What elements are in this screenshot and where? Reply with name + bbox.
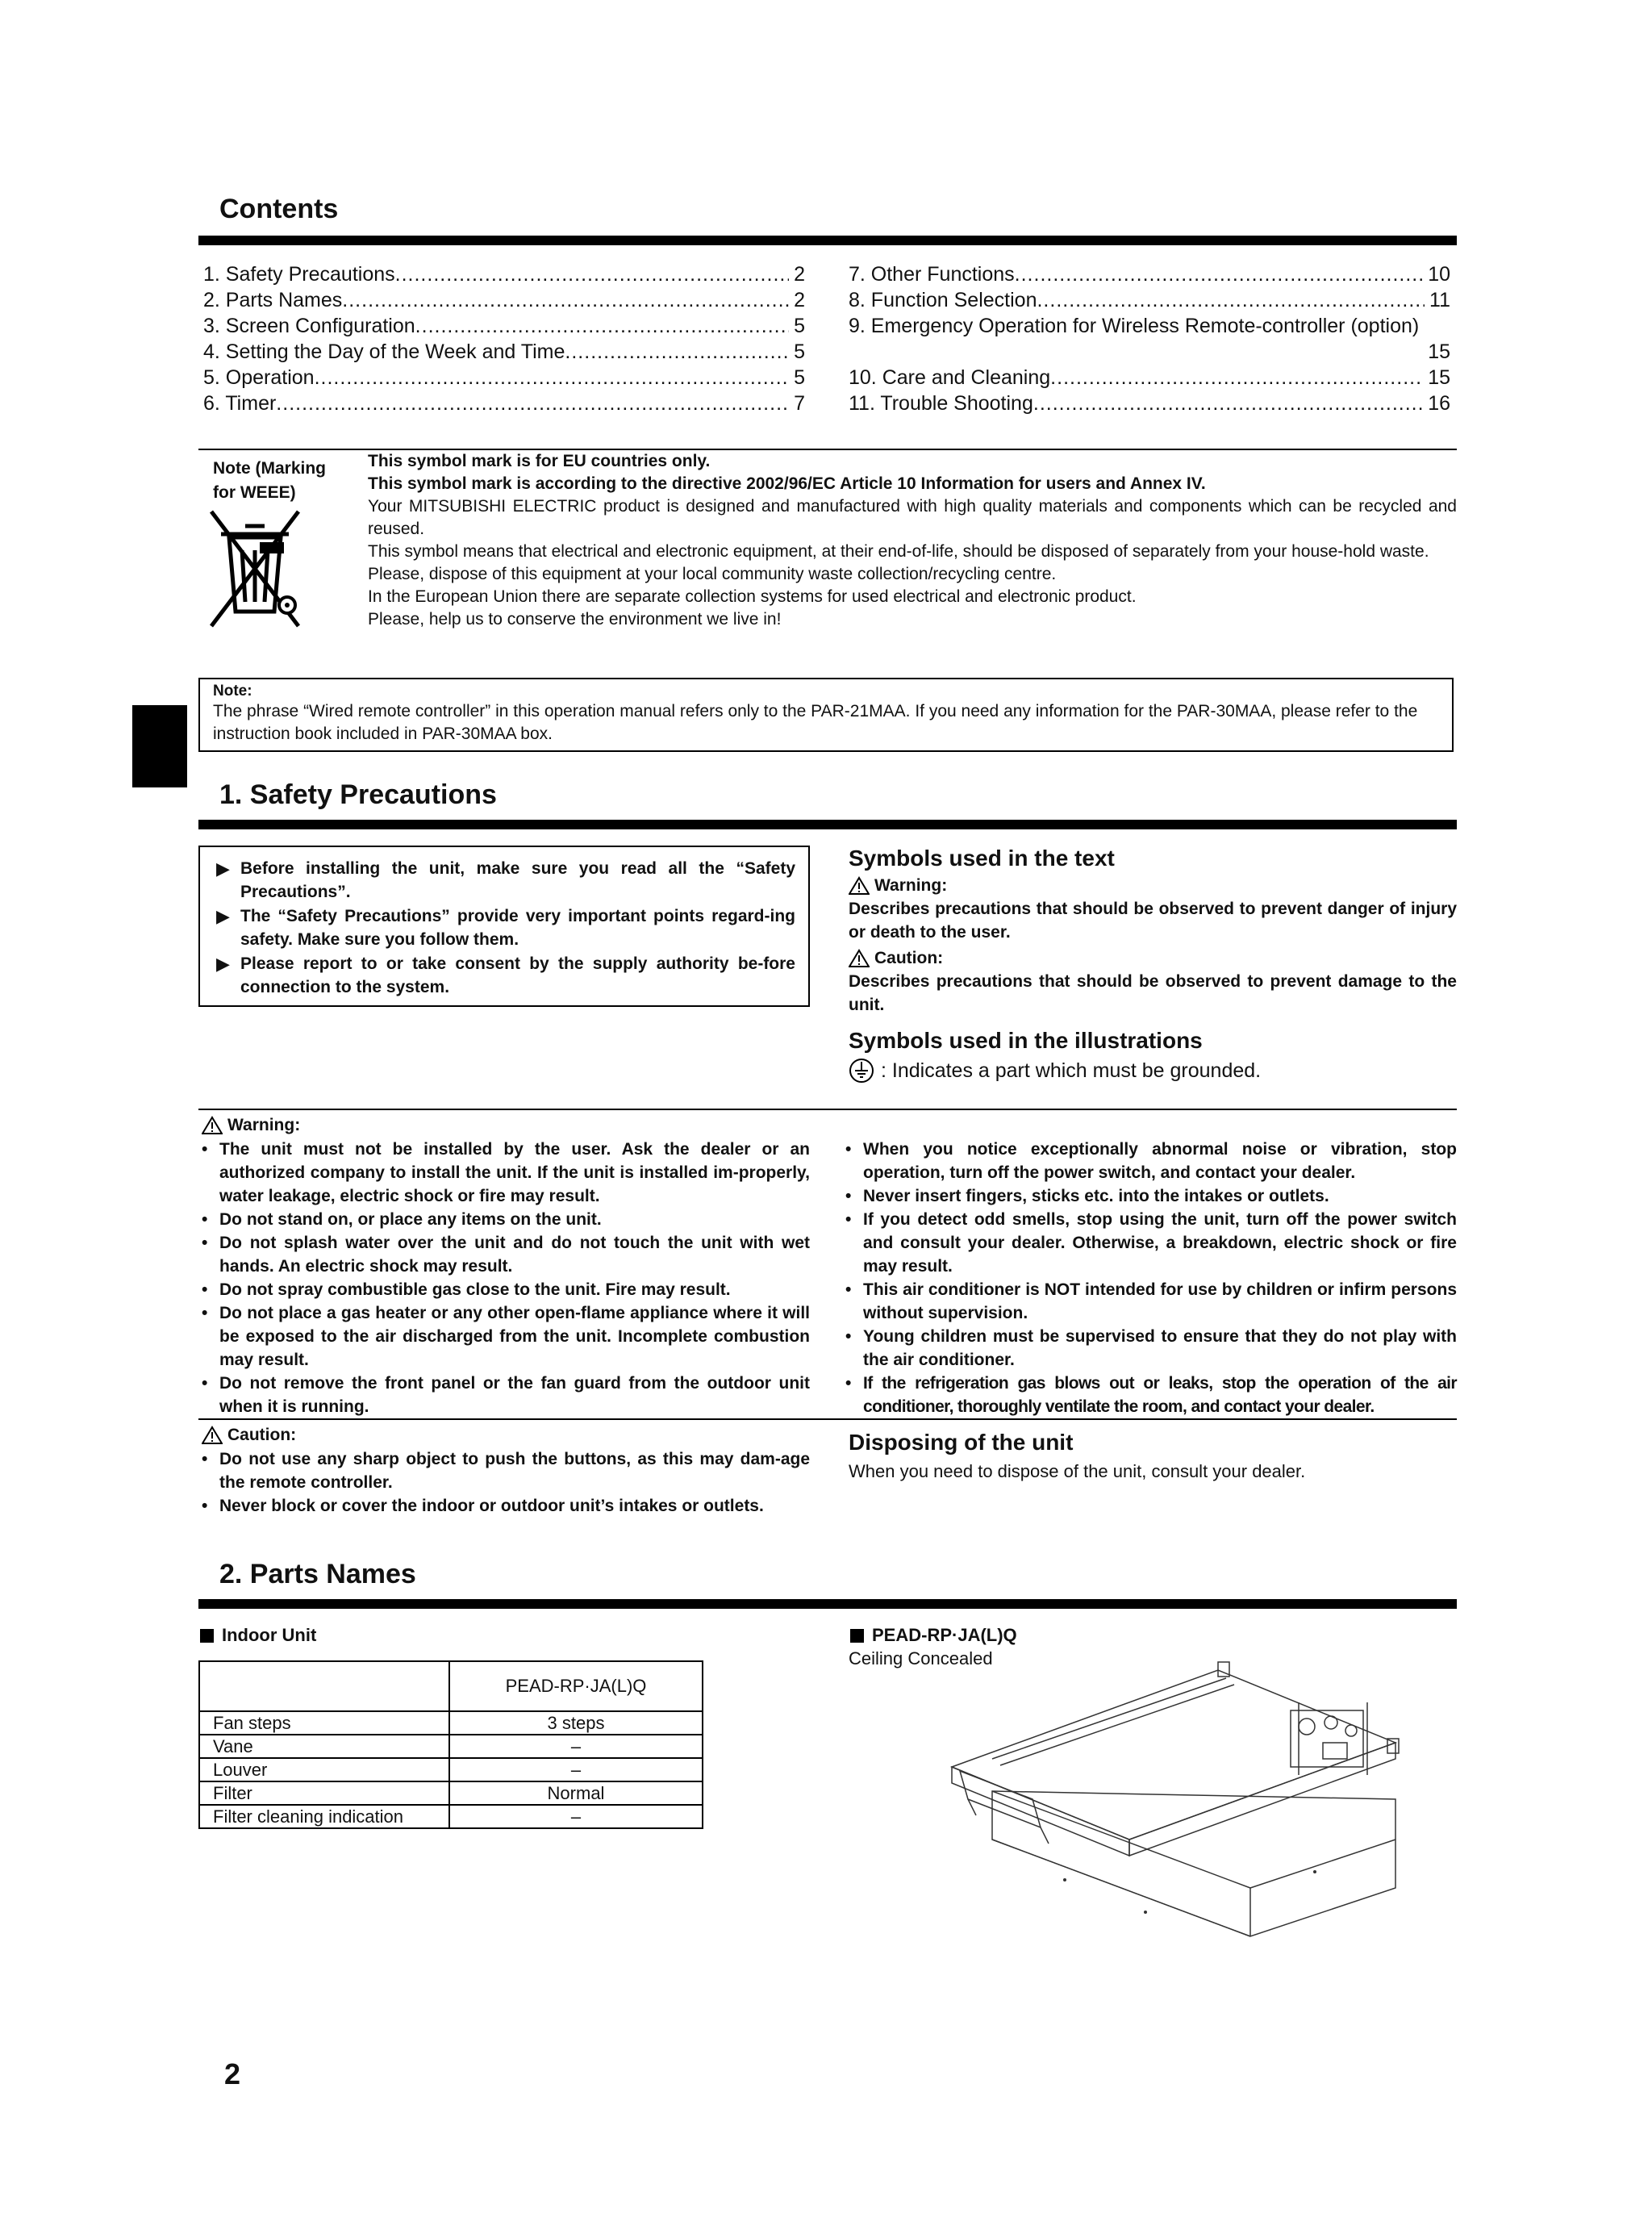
warning-item: • Do not splash water over the unit and do not touch the unit with wet hands. An electric shock may result. [202, 1234, 810, 1276]
precaution-item: ▶ The “Safety Precautions” provide very important points regard-ing safety. Make sure you follow them. [216, 904, 795, 951]
page-number: 2 [224, 2057, 241, 2090]
play-arrow-icon: ▶ [216, 954, 230, 974]
safety-title: 1. Safety Precautions [219, 779, 497, 810]
warnings-title: Warning: [202, 1114, 300, 1137]
caution-symbol-label: Caution: [849, 947, 1457, 970]
disposing-heading: Disposing of the unit [849, 1430, 1074, 1455]
toc-left [203, 261, 805, 416]
symbols-text-block [849, 842, 1457, 1084]
table-row: Fan steps 3 steps [199, 1711, 703, 1735]
toc-entry[interactable]: 5. Operation ..... 5 [203, 365, 805, 390]
toc-entry-continued[interactable]: 15 [1428, 340, 1450, 363]
play-arrow-icon: ▶ [216, 858, 230, 879]
crossed-bin-icon [206, 505, 303, 628]
warning-item: • Do not place a gas heater or any other open-flame appliance where it will be exposed to the air discharged from the unit. Incomplete combustion may result. [202, 1304, 810, 1369]
caution-triangle-icon [202, 1426, 223, 1445]
note-box [198, 678, 1454, 752]
model-label: PEAD-RP·JA(L)Q [850, 1625, 1017, 1646]
contents-title: Contents [219, 194, 339, 224]
toc-entry[interactable]: 10. Care and Cleaning ..... 15 [849, 365, 1450, 390]
weee-label: Note (Marking for WEEE) [213, 459, 327, 502]
ground-line: : Indicates a part which must be grounded. [849, 1057, 1457, 1084]
play-arrow-icon: ▶ [216, 906, 230, 926]
note-title: Note: [213, 683, 252, 700]
warning-item: • When you notice exceptionally abnormal noise or vibration, stop operation, turn off the power switch, and contact your dealer. [845, 1140, 1457, 1182]
warnings-left-list [198, 1138, 810, 1418]
warning-item: • Do not stand on, or place any items on the unit. [202, 1210, 602, 1229]
disposing-text: When you need to dispose of the unit, consult your dealer. [849, 1461, 1306, 1481]
cautions-list [198, 1447, 810, 1518]
warning-top-rule [198, 1109, 1457, 1110]
weee-text: This symbol mark is for EU countries only. This symbol mark is according to the directive 2002/96/EC Article 10 Information for users and Annex IV. Your MITSUBISHI ELECTRIC product is designed and manufactured with high quality materials and components which can be recycled and reused. This symbol means that electrical and electronic equipment, at their end-of-life, should be disposed of separately from your house-hold waste. Please, dispose of this equipment at your local community waste collection/recycling centre. In the European Union there are separate collection systems for used electrical and electronic product. Please, help us to conserve the environment we live in! [368, 452, 1457, 629]
table-header: PEAD-RP·JA(L)Q [449, 1661, 703, 1711]
toc-right [849, 261, 1450, 416]
warning-symbol-label: Warning: [849, 875, 1457, 897]
warning-item: • Never insert fingers, sticks etc. into the intakes or outlets. [845, 1187, 1329, 1205]
warning-triangle-icon [202, 1116, 223, 1135]
symbols-text-heading: Symbols used in the text [849, 846, 1115, 871]
indoor-unit-label: Indoor Unit [200, 1625, 316, 1646]
toc-entry[interactable]: 11. Trouble Shooting ..... 16 [849, 390, 1450, 416]
toc-entry[interactable]: 6. Timer ..... 7 [203, 390, 805, 416]
model-subtitle: Ceiling Concealed [849, 1648, 993, 1668]
toc-entry[interactable]: 7. Other Functions ..... 10 [849, 261, 1450, 287]
table-row: Vane – [199, 1735, 703, 1758]
table-row: Filter Normal [199, 1781, 703, 1805]
warning-item: • Young children must be supervised to ensure that they do not play with the air conditioner. [845, 1327, 1457, 1369]
symbols-illus-heading: Symbols used in the illustrations [849, 1028, 1203, 1053]
warning-item: • This air conditioner is NOT intended for use by children or infirm persons without supervision. [845, 1280, 1457, 1322]
indoor-unit-illustration [944, 1654, 1404, 1977]
caution-item: • Never block or cover the indoor or outdoor unit’s intakes or outlets. [202, 1497, 764, 1515]
contents-rule [198, 236, 1457, 245]
caution-triangle-icon [849, 949, 870, 968]
parts-title: 2. Parts Names [219, 1559, 416, 1589]
warnings-right-list [842, 1138, 1457, 1418]
toc-entry[interactable]: 2. Parts Names ..... 2 [203, 287, 805, 313]
caution-top-rule [198, 1418, 1457, 1420]
toc-entry[interactable]: 8. Function Selection ..... 11 [849, 287, 1450, 313]
warning-item: • If the refrigeration gas blows out or leaks, stop the operation of the air conditioner, thoroughly ventilate the room, and contact your dealer. [845, 1374, 1457, 1416]
parts-rule [198, 1599, 1457, 1609]
note-text: The phrase “Wired remote controller” in this operation manual refers only to the PAR-21MAA. If you need any information for the PAR-30MAA, please refer to the instruction book included in PAR-30MAA box. [213, 702, 1418, 743]
precaution-item: ▶ Before installing the unit, make sure you read all the “Safety Precautions”. [216, 857, 795, 904]
table-row: Filter cleaning indication – [199, 1805, 703, 1828]
toc-entry[interactable]: 3. Screen Configuration ..... 5 [203, 313, 805, 339]
precaution-item: ▶ Please report to or take consent by the supply authority be-fore connection to the system. [216, 952, 795, 999]
precaution-box [198, 846, 810, 1007]
toc-entry[interactable]: 1. Safety Precautions ..... 2 [203, 261, 805, 287]
square-bullet-icon [850, 1629, 864, 1643]
section-tab [132, 705, 187, 787]
cautions-title: Caution: [202, 1424, 296, 1447]
caution-description: Describes precautions that should be observed to prevent damage to the unit. [849, 972, 1457, 1014]
warning-triangle-icon [849, 876, 870, 896]
toc-entry[interactable]: 4. Setting the Day of the Week and Time ..... 5 [203, 339, 805, 365]
warning-item: • If you detect odd smells, stop using the unit, turn off the power switch and consult your dealer. Otherwise, a breakdown, electric shock or fire may result. [845, 1210, 1457, 1276]
caution-item: • Do not use any sharp object to push the buttons, as this may dam-age the remote controller. [202, 1450, 810, 1492]
warning-item: • Do not spray combustible gas close to the unit. Fire may result. [202, 1280, 731, 1299]
parts-table [198, 1660, 703, 1829]
table-row: Louver – [199, 1758, 703, 1781]
warning-item: • The unit must not be installed by the user. Ask the dealer or an authorized company to install the unit. If the unit is installed im-properly, water leakage, electric shock or fire may result. [202, 1140, 810, 1205]
toc-entry[interactable]: 9. Emergency Operation for Wireless Remote-controller (option) [849, 315, 1420, 337]
safety-rule [198, 820, 1457, 829]
warning-description: Describes precautions that should be observed to prevent danger of injury or death to the user. [849, 900, 1457, 942]
ground-icon [849, 1058, 874, 1084]
warning-item: • Do not remove the front panel or the fan guard from the outdoor unit when it is running. [202, 1374, 810, 1416]
square-bullet-icon [200, 1629, 214, 1643]
